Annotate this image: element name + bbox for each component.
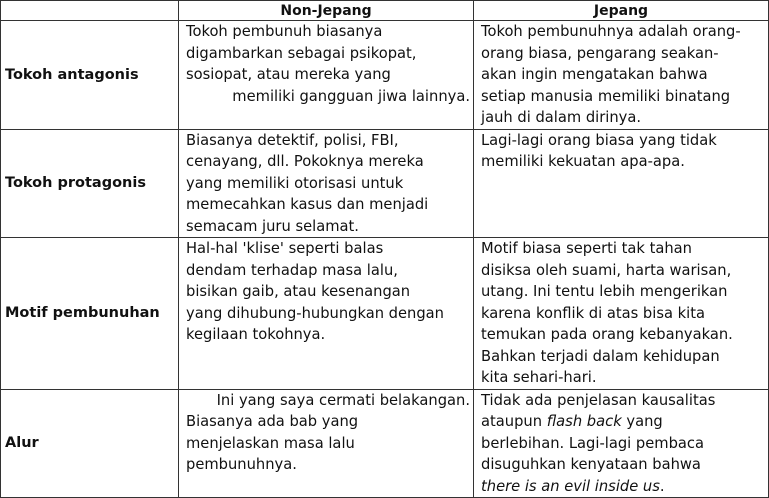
cell-line: utang. Ini tentu lebih mengerikan	[481, 283, 728, 300]
cell-non-jepang	[179, 21, 474, 130]
cell-line: Biasanya detektif, polisi, FBI,	[186, 131, 399, 149]
text-run: ataupun	[481, 413, 547, 430]
header-jepang: Jepang	[474, 1, 769, 21]
cell-line: Ini yang saya cermati belakangan.	[216, 391, 470, 409]
cell-line: temukan pada orang kebanyakan.	[481, 326, 733, 343]
cell-line	[481, 411, 765, 433]
cell-line: Bahkan terjadi dalam kehidupan	[481, 347, 720, 365]
table-row-antagonis	[1, 21, 769, 130]
header-non-jepang: Non-Jepang	[179, 1, 474, 21]
header-row	[1, 1, 769, 21]
cell-line: memiliki gangguan jiwa lainnya.	[232, 87, 470, 105]
table-row-alur	[1, 389, 769, 498]
cell-line: menjelaskan masa lalu	[186, 434, 355, 452]
cell-non-jepang	[179, 129, 474, 238]
row-label: Alur	[1, 389, 179, 498]
cell-line: cenayang, dll. Pokoknya mereka	[186, 153, 424, 170]
italic-text-run: flash back	[546, 413, 622, 430]
cell-line: yang memiliki otorisasi untuk	[186, 174, 404, 192]
cell-line: digambarkan sebagai psikopat,	[186, 44, 417, 62]
row-label: Tokoh protagonis	[1, 129, 179, 238]
cell-line: Tidak ada penjelasan kausalitas	[481, 391, 716, 409]
cell-line: bisikan gaib, atau kesenangan	[186, 283, 411, 300]
row-label: Motif pembunuhan	[1, 238, 179, 390]
cell-line: Lagi-lagi orang biasa yang tidak	[481, 131, 717, 149]
cell-line: pembunuhnya.	[186, 456, 297, 473]
cell-line: sosiopat, atau mereka yang	[186, 66, 391, 83]
cell-line: memiliki kekuatan apa-apa.	[481, 153, 685, 170]
header-blank	[1, 1, 179, 21]
table-row-protagonis	[1, 129, 769, 238]
cell-line: jauh di dalam dirinya.	[481, 109, 642, 126]
cell-line: kita sehari-hari.	[481, 369, 597, 386]
cell-line: karena konflik di atas bisa kita	[481, 304, 705, 322]
cell-line: Biasanya ada bab yang	[186, 413, 359, 430]
cell-line: semacam juru selamat.	[186, 217, 359, 235]
text-run: yang	[621, 413, 663, 430]
cell-line: orang biasa, pengarang seakan-	[481, 44, 719, 62]
cell-line: akan ingin mengatakan bahwa	[481, 66, 708, 83]
cell-line: memecahkan kasus dan menjadi	[186, 196, 429, 213]
cell-non-jepang	[179, 238, 474, 390]
cell-line	[481, 476, 765, 498]
table-row-motif	[1, 238, 769, 390]
cell-line: Hal-hal 'klise' seperti balas	[186, 240, 384, 257]
cell-line: Tokoh pembunuhnya adalah orang-	[481, 23, 741, 40]
cell-line: yang dihubung-hubungkan dengan	[186, 304, 444, 322]
row-label: Tokoh antagonis	[1, 21, 179, 130]
cell-jepang	[474, 21, 769, 130]
cell-line: kegilaan tokohnya.	[186, 326, 326, 343]
italic-text-run: there is an evil inside us	[481, 477, 660, 495]
text-run: .	[659, 477, 665, 495]
cell-jepang	[474, 389, 769, 498]
cell-line: disuguhkan kenyataan bahwa	[481, 456, 701, 473]
cell-non-jepang	[179, 389, 474, 498]
cell-line: dendam terhadap masa lalu,	[186, 261, 398, 279]
cell-line: Tokoh pembunuh biasanya	[186, 23, 383, 40]
cell-jepang	[474, 129, 769, 238]
cell-line: setiap manusia memiliki binatang	[481, 87, 731, 105]
cell-line: berlebihan. Lagi-lagi pembaca	[481, 434, 704, 452]
cell-jepang	[474, 238, 769, 390]
cell-line: disiksa oleh suami, harta warisan,	[481, 261, 732, 279]
cell-line: Motif biasa seperti tak tahan	[481, 240, 692, 257]
